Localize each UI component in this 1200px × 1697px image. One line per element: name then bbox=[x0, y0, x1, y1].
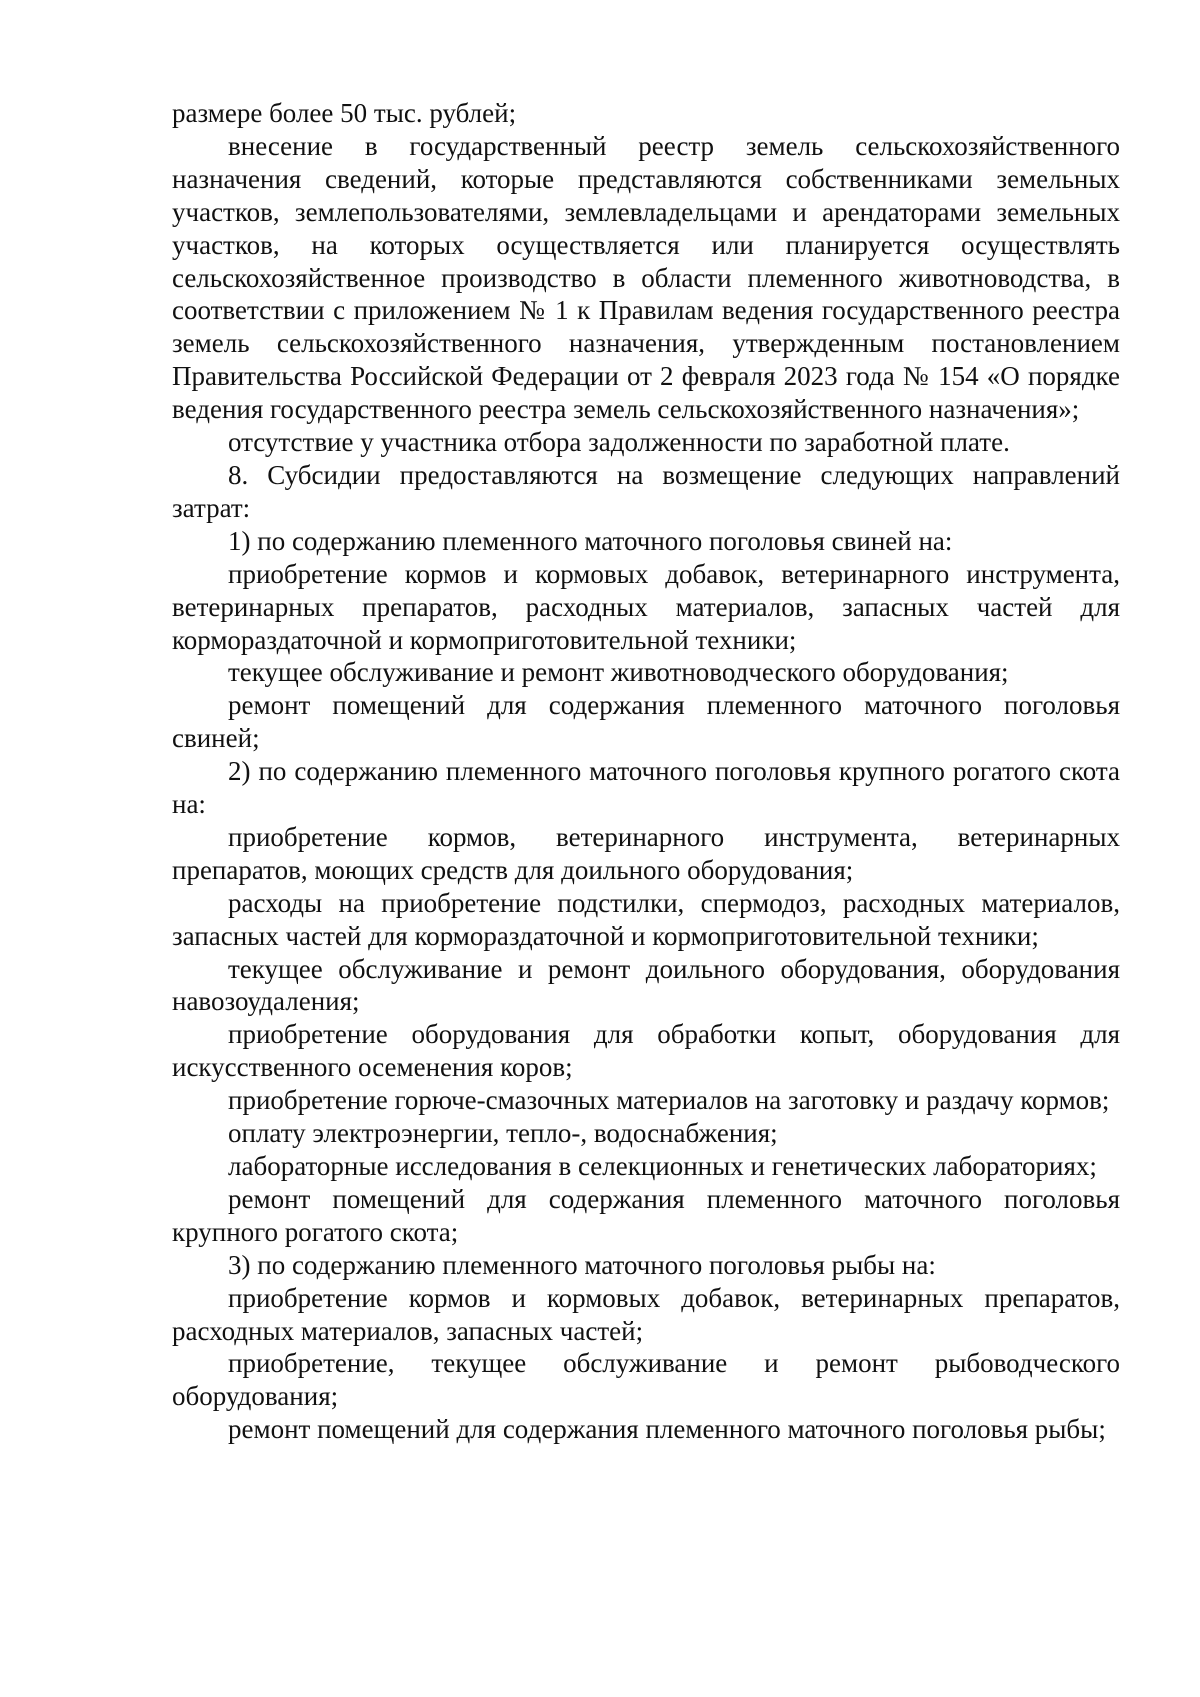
paragraph: внесение в государственный реестр земель сельскохозяйственного назначения сведений, которые представляются собственниками земельных участков, землепользователями, землевладельцами и арендаторами земельных участков, на которых осуществляется или планируется осуществлять сельскохозяйственное производство в области племенного животноводства, в соответствии с приложением № 1 к Правилам ведения государственного реестра земель сельскохозяйственного назначения, утвержденным постановлением Правительства Российской Федерации от 2 февраля 2023 года № 154 «О порядке ведения государственного реестра земель сельскохозяйственного назначения»; bbox=[172, 130, 1120, 425]
paragraph: приобретение, текущее обслуживание и ремонт рыбоводческого оборудования; bbox=[172, 1348, 1120, 1412]
paragraph: 3) по содержанию племенного маточного поголовья рыбы на: bbox=[228, 1249, 936, 1280]
paragraph: 2) по содержанию племенного маточного поголовья крупного рогатого скота на: bbox=[172, 756, 1120, 820]
paragraph: 8. Субсидии предоставляются на возмещение следующих направлений затрат: bbox=[172, 459, 1120, 523]
paragraph: приобретение оборудования для обработки копыт, оборудования для искусственного осеменения коров; bbox=[172, 1019, 1120, 1083]
paragraph: приобретение кормов, ветеринарного инструмента, ветеринарных препаратов, моющих средств для доильного оборудования; bbox=[172, 821, 1120, 885]
paragraph: ремонт помещений для содержания племенного маточного поголовья крупного рогатого скота; bbox=[172, 1183, 1120, 1247]
paragraph: оплату электроэнергии, тепло-, водоснабжения; bbox=[228, 1118, 778, 1149]
paragraph: приобретение кормов и кормовых добавок, ветеринарных препаратов, расходных материалов, запасных частей; bbox=[172, 1282, 1120, 1346]
paragraph: ремонт помещений для содержания племенного маточного поголовья рыбы; bbox=[228, 1414, 1106, 1445]
paragraph: отсутствие у участника отбора задолженности по заработной плате. bbox=[228, 427, 1010, 458]
paragraph: текущее обслуживание и ремонт животноводческого оборудования; bbox=[228, 657, 1009, 688]
document-page bbox=[172, 97, 1120, 1446]
paragraph: приобретение кормов и кормовых добавок, ветеринарного инструмента, ветеринарных препаратов, расходных материалов, запасных частей для кормораздаточной и кормоприготовительной техники; bbox=[172, 558, 1120, 655]
paragraph: ремонт помещений для содержания племенного маточного поголовья свиней; bbox=[172, 690, 1120, 754]
paragraph: размере более 50 тыс. рублей; bbox=[172, 98, 517, 128]
paragraph: текущее обслуживание и ремонт доильного оборудования, оборудования навозоудаления; bbox=[172, 953, 1120, 1017]
paragraph: лабораторные исследования в селекционных и генетических лабораториях; bbox=[228, 1151, 1097, 1181]
paragraph: приобретение горюче-смазочных материалов на заготовку и раздачу кормов; bbox=[228, 1085, 1110, 1116]
paragraph: 1) по содержанию племенного маточного поголовья свиней на: bbox=[228, 525, 953, 556]
paragraph: расходы на приобретение подстилки, спермодоз, расходных материалов, запасных частей для кормораздаточной и кормоприготовительной техники; bbox=[172, 887, 1120, 951]
